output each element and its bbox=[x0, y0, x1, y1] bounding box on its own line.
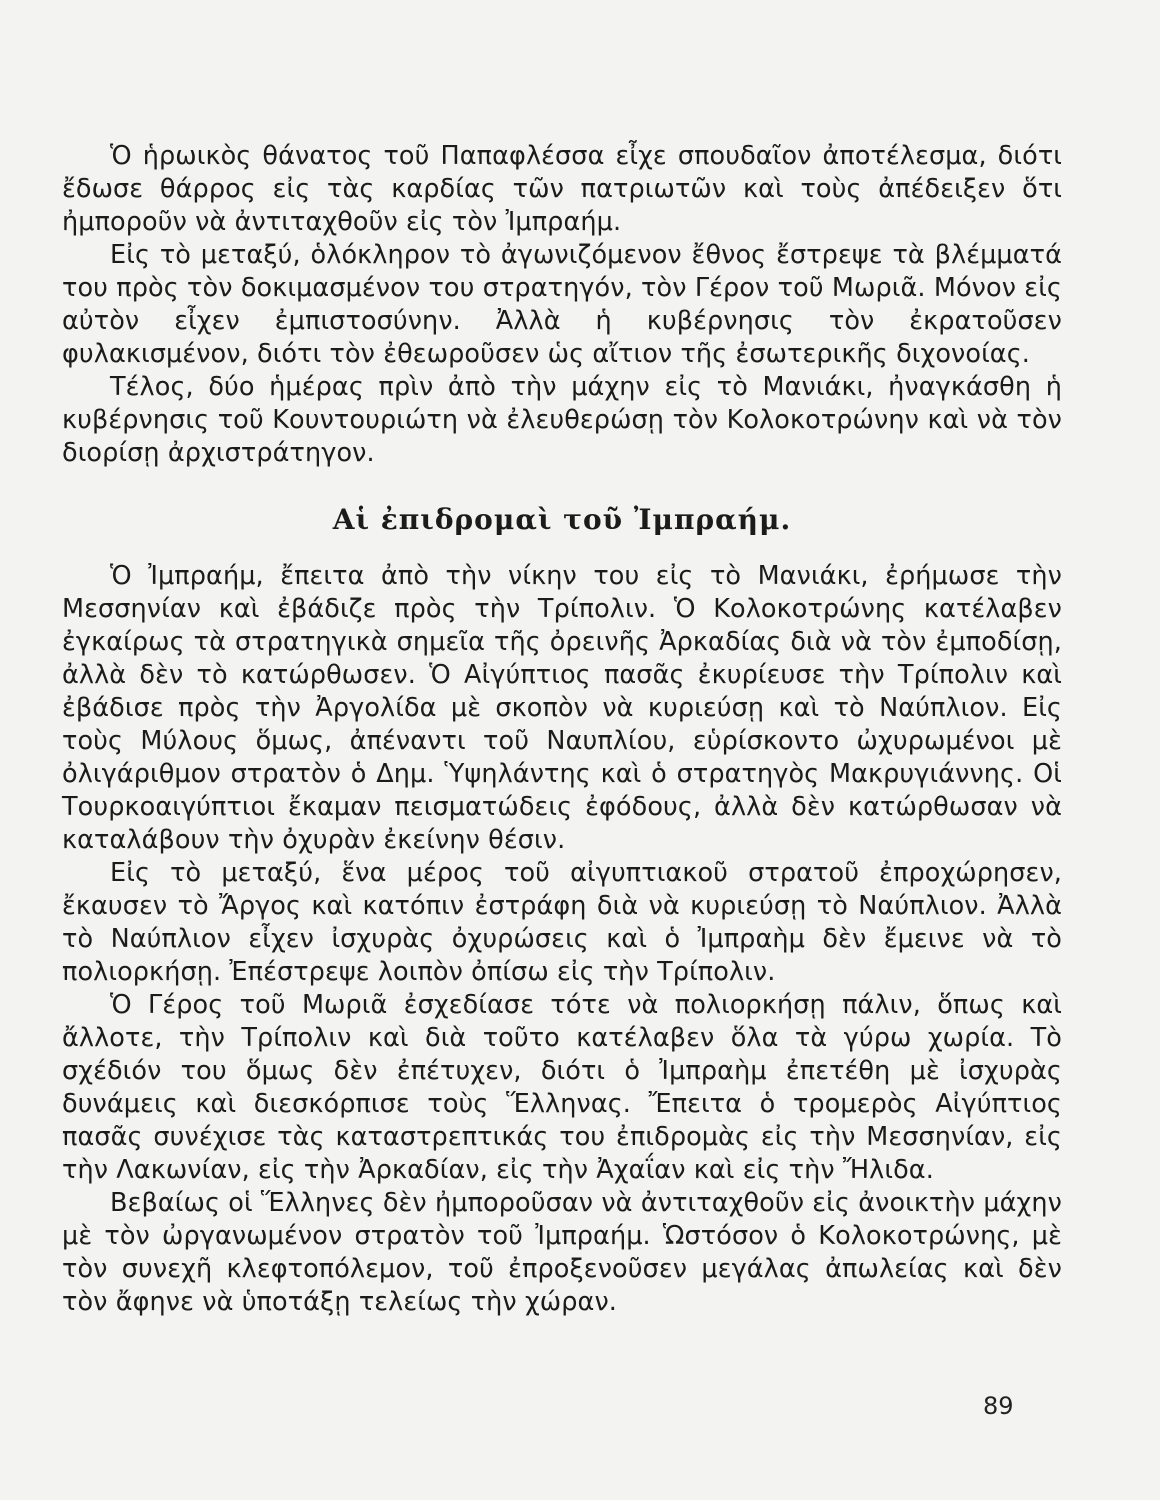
paragraph-2: Εἰς τὸ μεταξύ, ὁλόκληρον τὸ ἀγωνιζόμενον ἔθνος ἔστρεψε τὰ βλέμματά του πρὸς τὸν δοκιμασμένον του στρατηγόν, τὸν Γέρον τοῦ Μωριᾶ. Μόνον εἰς αὐτὸν εἶχεν ἐμπιστοσύνην. Ἀλλὰ ἡ κυβέρνησις τὸν ἐκρατοῦσεν φυλακισμένον, διότι τὸν ἐθεωροῦσεν ὡς αἴτιον τῆς ἐσωτερικῆς διχονοίας. bbox=[62, 240, 1062, 369]
paragraph-1: Ὁ ἡρωικὸς θάνατος τοῦ Παπαφλέσσα εἶχε σπουδαῖον ἀποτέλεσμα, διότι ἔδωσε θάρρος εἰς τὰς καρδίας τῶν πατριωτῶν καὶ τοὺς ἀπέδειξεν ὅτι ἠμποροῦν νὰ ἀντιταχθοῦν εἰς τὸν Ἰμπραήμ. bbox=[62, 141, 1062, 237]
paragraph-7: Βεβαίως οἱ Ἕλληνες δὲν ἠμποροῦσαν νὰ ἀντιταχθοῦν εἰς ἀνοικτὴν μάχην μὲ τὸν ὠργανωμένον στρατὸν τοῦ Ἰμπραήμ. Ὡστόσον ὁ Κολοκοτρώνης, μὲ τὸν συνεχῆ κλεφτοπόλεμον, τοῦ ἐπροξενοῦσεν μεγάλας ἀπωλείας καὶ δὲν τὸν ἄφηνε νὰ ὑποτάξῃ τελείως τὴν χώραν. bbox=[62, 1188, 1062, 1317]
paragraph-6: Ὁ Γέρος τοῦ Μωριᾶ ἐσχεδίασε τότε νὰ πολιορκήσῃ πάλιν, ὅπως καὶ ἄλλοτε, τὴν Τρίπολιν καὶ διὰ τοῦτο κατέλαβεν ὅλα τὰ γύρω χωρία. Τὸ σχέδιόν του ὅμως δὲν ἐπέτυχεν, διότι ὁ Ἰμπραὴμ ἐπετέθη μὲ ἰσχυρὰς δυνάμεις καὶ διεσκόρπισε τοὺς Ἕλληνας. Ἔπειτα ὁ τρομερὸς Αἰγύπτιος πασᾶς συνέχισε τὰς καταστρεπτικάς του ἐπιδρομὰς εἰς τὴν Μεσσηνίαν, εἰς τὴν Λακωνίαν, εἰς τὴν Ἀρκαδίαν, εἰς τὴν Ἀχαΐαν καὶ εἰς τὴν Ἤλιδα. bbox=[62, 990, 1062, 1185]
paragraph-4: Ὁ Ἰμπραήμ, ἔπειτα ἀπὸ τὴν νίκην του εἰς τὸ Μανιάκι, ἐρήμωσε τὴν Μεσσηνίαν καὶ ἐβάδιζε πρὸς τὴν Τρίπολιν. Ὁ Κολοκοτρώνης κατέλαβεν ἐγκαίρως τὰ στρατηγικὰ σημεῖα τῆς ὀρεινῆς Ἀρκαδίας διὰ νὰ τὸν ἐμποδίσῃ, ἀλλὰ δὲν τὸ κατώρθωσεν. Ὁ Αἰγύπτιος πασᾶς ἐκυρίευσε τὴν Τρίπολιν καὶ ἐβάδισε πρὸς τὴν Ἀργολίδα μὲ σκοπὸν νὰ κυριεύσῃ καὶ τὸ Ναύπλιον. Εἰς τοὺς Μύλους ὅμως, ἀπέναντι τοῦ Ναυπλίου, εὑρίσκοντο ὠχυρωμένοι μὲ ὀλιγάριθμον στρατὸν ὁ Δημ. Ὑψηλάντης καὶ ὁ στρατηγὸς Μακρυγιάννης. Οἱ Τουρκοαιγύπτιοι ἔκαμαν πεισματώδεις ἐφόδους, ἀλλὰ δὲν κατώρθωσαν νὰ καταλάβουν τὴν ὀχυρὰν ἐκείνην θέσιν. bbox=[62, 561, 1062, 855]
paragraph-5: Εἰς τὸ μεταξύ, ἕνα μέρος τοῦ αἰγυπτιακοῦ στρατοῦ ἐπροχώρησεν, ἔκαυσεν τὸ Ἄργος καὶ κατόπιν ἐστράφη διὰ νὰ κυριεύσῃ τὸ Ναύπλιον. Ἀλλὰ τὸ Ναύπλιον εἶχεν ἰσχυρὰς ὀχυρώσεις καὶ ὁ Ἰμπραὴμ δὲν ἔμεινε νὰ τὸ πολιορκήσῃ. Ἐπέστρεψε λοιπὸν ὀπίσω εἰς τὴν Τρίπολιν. bbox=[62, 858, 1062, 987]
page-body bbox=[62, 140, 1062, 1319]
paragraph-3: Τέλος, δύο ἡμέρας πρὶν ἀπὸ τὴν μάχην εἰς τὸ Μανιάκι, ἠναγκάσθη ἡ κυβέρνησις τοῦ Κουντουριώτη νὰ ἐλευθερώσῃ τὸν Κολοκοτρώνην καὶ νὰ τὸν διορίσῃ ἀρχιστράτηγον. bbox=[62, 372, 1062, 468]
page-number: 89 bbox=[983, 1392, 1014, 1420]
section-heading: Αἱ ἐπιδρομαὶ τοῦ Ἰμπραήμ. bbox=[332, 503, 792, 536]
